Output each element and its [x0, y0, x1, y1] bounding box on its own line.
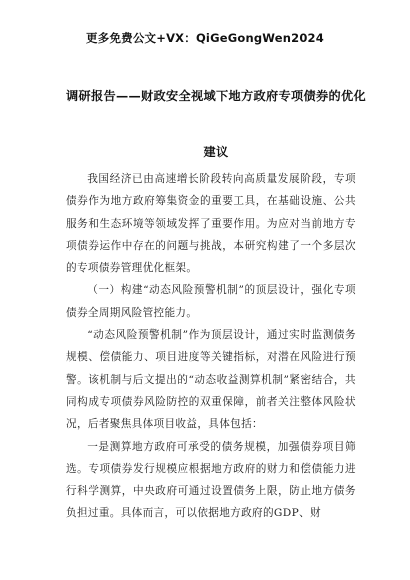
body-paragraph: 我国经济已由高速增长阶段转向高质量发展阶段，专项债券作为地方政府筹集资金的重要工具，在基础设施、公共服务和生态环境等领域发挥了重要作用。为应对当前地方专项债券运作中存在的问题与挑战，本研究构建了一个多层次的专项债券管理优化框架。	[66, 173, 356, 275]
document-body	[66, 168, 356, 525]
body-paragraph: （一）构建“动态风险预警机制”的顶层设计，强化专项债券全周期风险管控能力。	[66, 284, 356, 319]
body-paragraph: “动态风险预警机制”作为顶层设计，通过实时监测债务规模、偿债能力、项目进度等关键指标，对潜在风险进行预警。该机制与后文提出的“动态收益测算机制”紧密结合，共同构成专项债券风险防控的双重保障，前者关注整体风险状况，后者聚焦具体项目收益，具体包括：	[66, 329, 356, 431]
header-watermark-text: 更多免费公文+VX：QiGeGongWen2024	[86, 31, 324, 45]
document-title: 调研报告——财政安全视域下地方政府专项债券的优化建议	[66, 89, 366, 159]
body-paragraph: 一是测算地方政府可承受的债务规模，加强债券项目筛选。专项债券发行规模应根据地方政府的财力和偿债能力进行科学测算，中央政府可通过设置债务上限，防止地方债务负担过重。具体而言，可以依据地方政府的GDP、财	[66, 440, 356, 520]
